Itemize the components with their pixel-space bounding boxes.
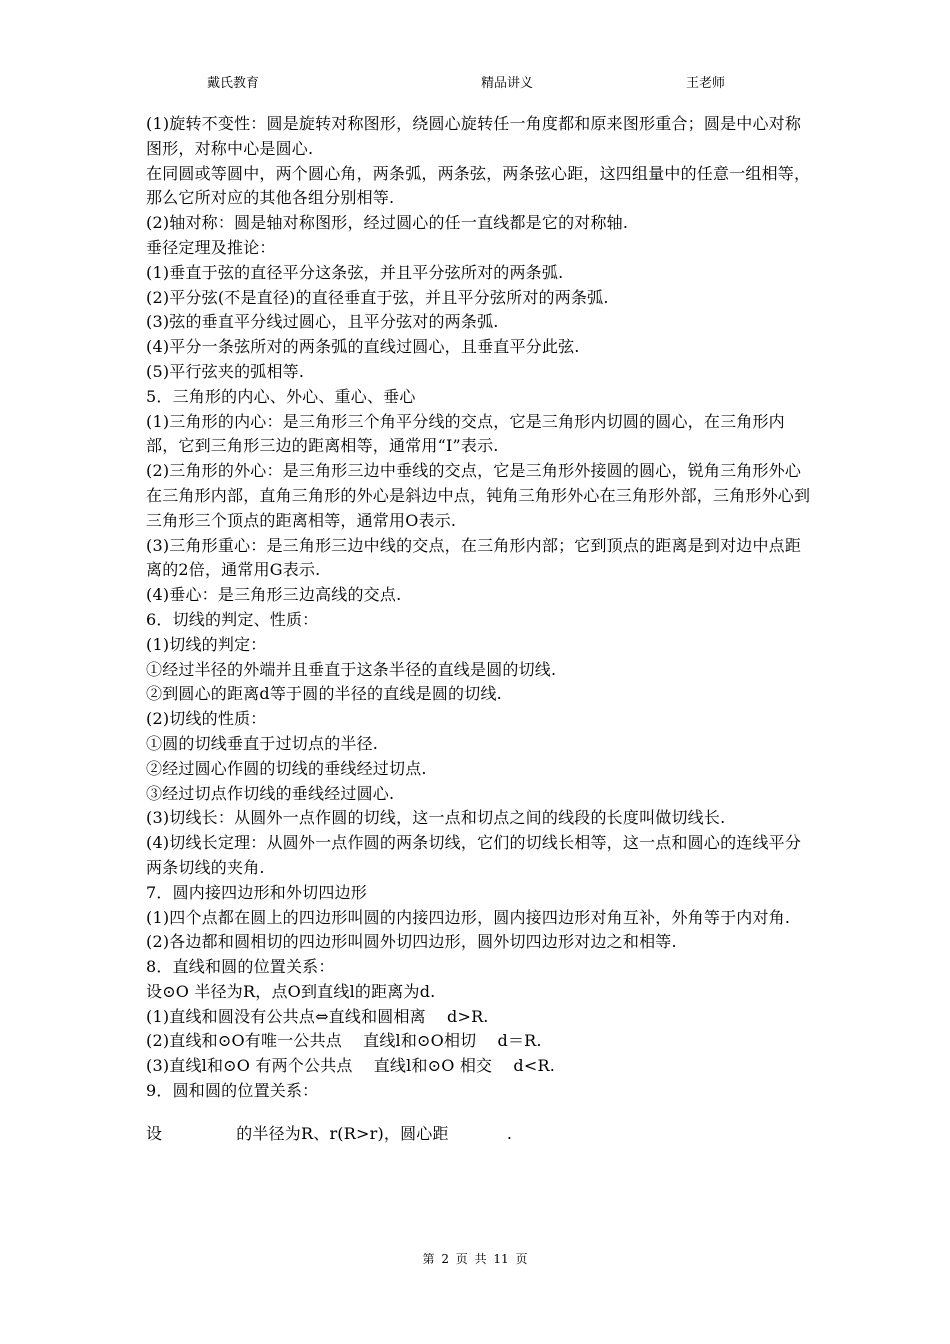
paragraph: (3)三角形重心：是三角形三边中线的交点，在三角形内部；它到顶点的距离是到对边中点距离的2倍，通常用G表示. bbox=[146, 535, 802, 580]
paragraph: (2)轴对称：圆是轴对称图形，经过圆心的任一直线都是它的对称轴. bbox=[146, 213, 629, 233]
paragraph: (2)切线的性质： bbox=[146, 709, 267, 729]
header-subject: 精品讲义 bbox=[481, 76, 534, 91]
paragraph: (4)垂心：是三角形三边高线的交点. bbox=[146, 585, 402, 605]
paragraph: (1)四个点都在圆上的四边形叫圆的内接四边形，圆内接四边形对角互补，外角等于内对角. bbox=[146, 907, 791, 927]
paragraph: (3)弦的垂直平分线过圆心，且平分弦对的两条弧. bbox=[146, 312, 499, 332]
document-body bbox=[146, 112, 814, 1147]
section-heading: 8．直线和圆的位置关系： bbox=[146, 957, 335, 977]
paragraph-circle-radii: 设 的半径为R、r(R>r)，圆心距 . bbox=[146, 1123, 513, 1143]
paragraph: (5)平行弦夹的弧相等. bbox=[146, 361, 305, 381]
section-heading: 5．三角形的内心、外心、重心、垂心 bbox=[146, 386, 416, 406]
section-heading: 6．切线的判定、性质： bbox=[146, 609, 319, 629]
paragraph: ②到圆心的距离d等于圆的半径的直线是圆的切线. bbox=[146, 684, 502, 704]
section-heading: 7．圆内接四边形和外切四边形 bbox=[146, 882, 367, 902]
paragraph: ①经过半径的外端并且垂直于这条半径的直线是圆的切线. bbox=[146, 659, 557, 679]
paragraph: ②经过圆心作圆的切线的垂线经过切点. bbox=[146, 758, 427, 778]
header-teacher: 王老师 bbox=[686, 76, 726, 91]
paragraph: 垂径定理及推论： bbox=[146, 237, 276, 257]
paragraph: (3)直线l和⊙O 有两个公共点 直线l和⊙O 相交 d<R. bbox=[146, 1056, 555, 1076]
paragraph: 设⊙O 半径为R，点O到直线l的距离为d. bbox=[146, 981, 436, 1001]
paragraph: (1)直线和圆没有公共点⇔直线和圆相离 d>R. bbox=[146, 1006, 489, 1026]
paragraph: (2)平分弦(不是直径)的直径垂直于弦，并且平分弦所对的两条弧. bbox=[146, 287, 609, 307]
page-header bbox=[0, 72, 950, 92]
paragraph: (4)平分一条弦所对的两条弧的直线过圆心，且垂直平分此弦. bbox=[146, 337, 580, 357]
paragraph: (2)三角形的外心：是三角形三边中垂线的交点，它是三角形外接圆的圆心，锐角三角形外心在三角形内部，直角三角形的外心是斜边中点，钝角三角形外心在三角形外部，三角形外心到三角形三个顶点的距离相等，通常用O表示. bbox=[146, 461, 811, 530]
paragraph: 在同圆或等圆中，两个圆心角，两条弧，两条弦，两条弦心距，这四组量中的任意一组相等，那么它所对应的其他各组分别相等. bbox=[146, 163, 811, 208]
page-footer: 第 2 页 共 11 页 bbox=[422, 1252, 528, 1266]
paragraph: (1)垂直于弦的直径平分这条弦，并且平分弦所对的两条弧. bbox=[146, 262, 564, 282]
paragraph: (1)切线的判定： bbox=[146, 634, 267, 654]
paragraph: (4)切线长定理：从圆外一点作圆的两条切线，它们的切线长相等，这一点和圆心的连线平分两条切线的夹角. bbox=[146, 833, 802, 877]
paragraph: (2)各边都和圆相切的四边形叫圆外切四边形，圆外切四边形对边之和相等. bbox=[146, 932, 677, 952]
paragraph: (1)旋转不变性：圆是旋转对称图形，绕圆心旋转任一角度都和原来图形重合；圆是中心对称图形，对称中心是圆心. bbox=[146, 114, 802, 158]
paragraph: (3)切线长：从圆外一点作圆的切线，这一点和切点之间的线段的长度叫做切线长. bbox=[146, 808, 726, 828]
paragraph: (1)三角形的内心：是三角形三个角平分线的交点，它是三角形内切圆的圆心，在三角形内部，它到三角形三边的距离相等，通常用“I”表示. bbox=[146, 411, 785, 456]
header-school: 戴氏教育 bbox=[207, 76, 260, 91]
paragraph: (2)直线和⊙O有唯一公共点 直线l和⊙O相切 d＝R. bbox=[146, 1031, 542, 1051]
paragraph: ③经过切点作切线的垂线经过圆心. bbox=[146, 783, 395, 803]
paragraph: ①圆的切线垂直于过切点的半径. bbox=[146, 733, 379, 753]
section-heading: 9．圆和圆的位置关系： bbox=[146, 1081, 319, 1101]
